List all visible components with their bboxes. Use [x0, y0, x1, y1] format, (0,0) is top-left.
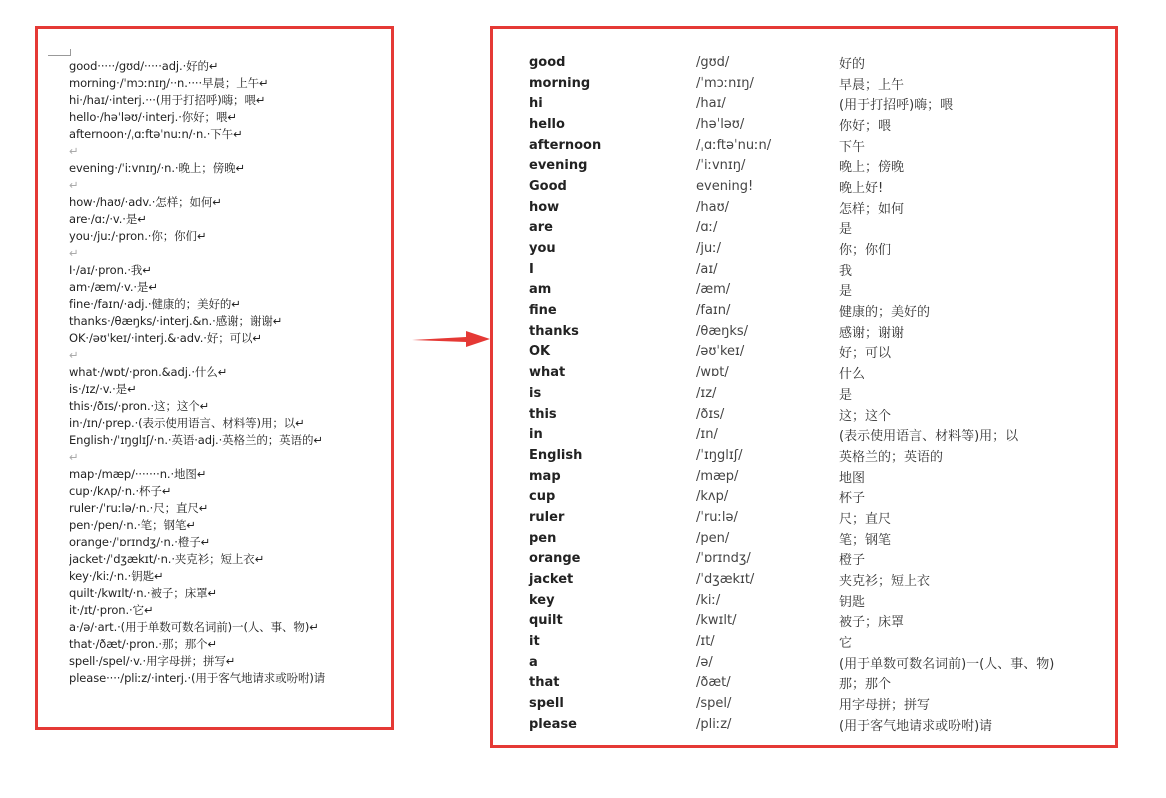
table-row — [529, 507, 1089, 528]
word-cell: cup — [529, 489, 556, 505]
table-row — [529, 424, 1089, 445]
vocabulary-table — [529, 52, 1089, 735]
right-arrow-icon — [412, 327, 492, 351]
meaning-cell: 这；这个 — [839, 408, 892, 424]
raw-line: ↵ — [69, 246, 79, 260]
phonetic-cell: /spel/ — [696, 696, 732, 712]
word-cell: ruler — [529, 509, 565, 525]
raw-document-panel — [35, 26, 394, 730]
raw-line: are·/ɑː/·v.·是↵ — [69, 212, 147, 226]
table-row — [529, 362, 1089, 383]
phonetic-cell: /ɪt/ — [696, 634, 715, 650]
raw-line: evening·/ˈiːvnɪŋ/·n.·晚上；傍晚↵ — [69, 161, 246, 175]
word-cell: afternoon — [529, 137, 602, 153]
phonetic-cell: /kwɪlt/ — [696, 613, 737, 629]
phonetic-cell: /kʌp/ — [696, 489, 729, 505]
raw-line: is·/ɪz/·v.·是↵ — [69, 382, 137, 396]
word-cell: in — [529, 427, 543, 443]
word-cell: a — [529, 654, 538, 670]
raw-line: good·····/gʊd/·····adj.·好的↵ — [69, 59, 219, 73]
phonetic-cell: /ˈruːlə/ — [696, 509, 738, 525]
phonetic-cell: /ɪz/ — [696, 385, 717, 401]
meaning-cell: 你好；喂 — [839, 118, 892, 134]
raw-line: in·/ɪn/·prep.·(表示使用语言、材料等)用；以↵ — [69, 416, 305, 430]
table-row — [529, 135, 1089, 156]
raw-line: key·/kiː/·n.·钥匙↵ — [69, 569, 164, 583]
word-cell: please — [529, 716, 577, 732]
meaning-cell: 是 — [839, 222, 853, 238]
meaning-cell: 早晨；上午 — [839, 77, 905, 93]
table-row — [529, 280, 1089, 301]
meaning-cell: 那；那个 — [839, 677, 892, 693]
phonetic-cell: /θæŋks/ — [696, 323, 749, 339]
table-row — [529, 569, 1089, 590]
word-cell: what — [529, 365, 566, 381]
word-cell: good — [529, 54, 566, 70]
word-cell: hello — [529, 116, 565, 132]
meaning-cell: 感谢；谢谢 — [839, 325, 905, 341]
word-cell: key — [529, 592, 555, 608]
word-cell: map — [529, 468, 561, 484]
raw-vocabulary-list — [69, 58, 391, 687]
raw-line: spell·/spel/·v.·用字母拼；拼写↵ — [69, 654, 236, 668]
meaning-cell: (用于打招呼)嗨；喂 — [839, 98, 954, 114]
raw-line: ↵ — [69, 348, 79, 362]
meaning-cell: 健康的；美好的 — [839, 305, 931, 321]
word-cell: thanks — [529, 323, 579, 339]
phonetic-cell: /ˈɒrɪndʒ/ — [696, 551, 751, 567]
raw-line: morning·/ˈmɔːnɪŋ/··n.····早晨；上午↵ — [69, 76, 269, 90]
meaning-cell: 杯子 — [839, 491, 866, 507]
word-cell: how — [529, 199, 560, 215]
table-row — [529, 673, 1089, 694]
raw-line: ↵ — [69, 178, 79, 192]
table-row — [529, 52, 1089, 73]
table-row — [529, 466, 1089, 487]
table-row — [529, 528, 1089, 549]
raw-line: fine·/faɪn/·adj.·健康的；美好的↵ — [69, 297, 241, 311]
meaning-cell: (表示使用语言、材料等)用；以 — [839, 429, 1019, 445]
raw-line: quilt·/kwɪlt/·n.·被子；床罩↵ — [69, 586, 218, 600]
meaning-cell: 什么 — [839, 367, 866, 383]
phonetic-cell: /wɒt/ — [696, 365, 729, 381]
word-cell: OK — [529, 344, 551, 360]
table-row — [529, 631, 1089, 652]
phonetic-cell: /gʊd/ — [696, 54, 730, 70]
meaning-cell: 好；可以 — [839, 346, 892, 362]
table-row — [529, 445, 1089, 466]
table-row — [529, 238, 1089, 259]
table-row — [529, 218, 1089, 239]
table-row — [529, 93, 1089, 114]
word-cell: spell — [529, 696, 564, 712]
meaning-cell: 橙子 — [839, 553, 866, 569]
table-row — [529, 259, 1089, 280]
word-cell: jacket — [529, 572, 574, 588]
phonetic-cell: /ə/ — [696, 654, 713, 670]
meaning-cell: 怎样；如何 — [839, 201, 905, 217]
table-row — [529, 404, 1089, 425]
raw-line: English·/ˈɪŋglɪʃ/·n.·英语·adj.·英格兰的；英语的↵ — [69, 433, 323, 447]
word-cell: hi — [529, 96, 543, 112]
table-row — [529, 549, 1089, 570]
word-cell: this — [529, 406, 557, 422]
meaning-cell: 尺；直尺 — [839, 511, 892, 527]
formatted-table-panel — [490, 26, 1118, 748]
raw-line: I·/aɪ/·pron.·我↵ — [69, 263, 152, 277]
table-row — [529, 714, 1089, 735]
phonetic-cell: /ɪn/ — [696, 427, 718, 443]
meaning-cell: (用于单数可数名词前)一(人、事、物) — [839, 656, 1055, 672]
word-cell: fine — [529, 303, 557, 319]
table-row — [529, 486, 1089, 507]
word-cell: evening — [529, 158, 588, 174]
word-cell: that — [529, 675, 560, 691]
meaning-cell: 英格兰的；英语的 — [839, 449, 944, 465]
phonetic-cell: /ˈdʒækɪt/ — [696, 572, 755, 588]
phonetic-cell: /juː/ — [696, 241, 721, 257]
word-cell: orange — [529, 551, 581, 567]
raw-line: please····/pliːz/·interj.·(用于客气地请求或吩咐)请 — [69, 671, 326, 685]
table-row — [529, 300, 1089, 321]
table-row — [529, 73, 1089, 94]
table-row — [529, 342, 1089, 363]
raw-line: you·/juː/·pron.·你；你们↵ — [69, 229, 207, 243]
meaning-cell: 地图 — [839, 470, 866, 486]
meaning-cell: 我 — [839, 263, 853, 279]
raw-line: map·/mæp/·······n.·地图↵ — [69, 467, 207, 481]
table-row — [529, 693, 1089, 714]
table-row — [529, 652, 1089, 673]
raw-line: this·/ðɪs/·pron.·这；这个↵ — [69, 399, 210, 413]
meaning-cell: 用字母拼；拼写 — [839, 698, 931, 714]
meaning-cell: 是 — [839, 284, 853, 300]
word-cell: morning — [529, 75, 591, 91]
phonetic-cell: /æm/ — [696, 282, 731, 298]
phonetic-cell: /ɑː/ — [696, 220, 718, 236]
meaning-cell: 夹克衫；短上衣 — [839, 574, 931, 590]
raw-line: pen·/pen/·n.·笔；钢笔↵ — [69, 518, 196, 532]
meaning-cell: 它 — [839, 636, 853, 652]
raw-line: OK·/əʊˈkeɪ/·interj.&·adv.·好；可以↵ — [69, 331, 262, 345]
meaning-cell: 是 — [839, 387, 853, 403]
phonetic-cell: /pliːz/ — [696, 716, 732, 732]
meaning-cell: 笔；钢笔 — [839, 532, 892, 548]
phonetic-cell: /aɪ/ — [696, 261, 718, 277]
raw-line: ↵ — [69, 450, 79, 464]
phonetic-cell: /ˈɪŋglɪʃ/ — [696, 447, 743, 463]
raw-line: ruler·/ˈruːlə/·n.·尺；直尺↵ — [69, 501, 209, 515]
table-row — [529, 197, 1089, 218]
phonetic-cell: /ˈmɔːnɪŋ/ — [696, 75, 754, 91]
raw-line: cup·/kʌp/·n.·杯子↵ — [69, 484, 172, 498]
raw-line: it·/ɪt/·pron.·它↵ — [69, 603, 154, 617]
raw-line: ↵ — [69, 144, 79, 158]
meaning-cell: 晚上；傍晚 — [839, 160, 905, 176]
raw-line: hi·/haɪ/·interj.···(用于打招呼)嗨；喂↵ — [69, 93, 266, 107]
table-row — [529, 590, 1089, 611]
meaning-cell: 好的 — [839, 56, 866, 72]
table-row — [529, 321, 1089, 342]
table-row — [529, 176, 1089, 197]
word-cell: are — [529, 220, 554, 236]
phonetic-cell: /mæp/ — [696, 468, 739, 484]
phonetic-cell: /kiː/ — [696, 592, 721, 608]
page-corner-mark — [48, 49, 71, 56]
meaning-cell: 钥匙 — [839, 594, 866, 610]
word-cell: am — [529, 282, 552, 298]
word-cell: Good — [529, 178, 567, 194]
word-cell: English — [529, 447, 583, 463]
table-row — [529, 611, 1089, 632]
phonetic-cell: /həˈləʊ/ — [696, 116, 745, 132]
phonetic-cell: /ˌɑːftəˈnuːn/ — [696, 137, 772, 153]
phonetic-cell: /haʊ/ — [696, 199, 729, 215]
meaning-cell: 晚上好! — [839, 180, 884, 196]
word-cell: I — [529, 261, 534, 277]
raw-line: hello·/həˈləʊ/·interj.·你好；喂↵ — [69, 110, 237, 124]
word-cell: quilt — [529, 613, 563, 629]
phonetic-cell: /haɪ/ — [696, 96, 726, 112]
raw-line: thanks·/θæŋks/·interj.&n.·感谢；谢谢↵ — [69, 314, 283, 328]
raw-line: afternoon·/ˌɑːftəˈnuːn/·n.·下午↵ — [69, 127, 243, 141]
meaning-cell: 被子；床罩 — [839, 615, 905, 631]
raw-line: am·/æm/·v.·是↵ — [69, 280, 158, 294]
table-row — [529, 383, 1089, 404]
raw-line: orange·/ˈɒrɪndʒ/·n.·橙子↵ — [69, 535, 211, 549]
raw-line: that·/ðæt/·pron.·那；那个↵ — [69, 637, 218, 651]
raw-line: a·/ə/·art.·(用于单数可数名词前)一(人、事、物)↵ — [69, 620, 319, 634]
word-cell: it — [529, 634, 540, 650]
word-cell: is — [529, 385, 542, 401]
word-cell: you — [529, 241, 556, 257]
phonetic-cell: /ˈiːvnɪŋ/ — [696, 158, 746, 174]
phonetic-cell: /pen/ — [696, 530, 730, 546]
phonetic-cell: /əʊˈkeɪ/ — [696, 344, 745, 360]
meaning-cell: (用于客气地请求或吩咐)请 — [839, 718, 993, 734]
table-row — [529, 155, 1089, 176]
meaning-cell: 下午 — [839, 139, 866, 155]
raw-line: what·/wɒt/·pron.&adj.·什么↵ — [69, 365, 228, 379]
phonetic-cell: /ðæt/ — [696, 675, 731, 691]
word-cell: pen — [529, 530, 557, 546]
phonetic-cell: /ðɪs/ — [696, 406, 725, 422]
phonetic-cell: evening! — [696, 178, 754, 194]
meaning-cell: 你；你们 — [839, 243, 892, 259]
raw-line: how·/haʊ/·adv.·怎样；如何↵ — [69, 195, 222, 209]
raw-line: jacket·/ˈdʒækɪt/·n.·夹克衫；短上衣↵ — [69, 552, 265, 566]
phonetic-cell: /faɪn/ — [696, 303, 731, 319]
table-row — [529, 114, 1089, 135]
